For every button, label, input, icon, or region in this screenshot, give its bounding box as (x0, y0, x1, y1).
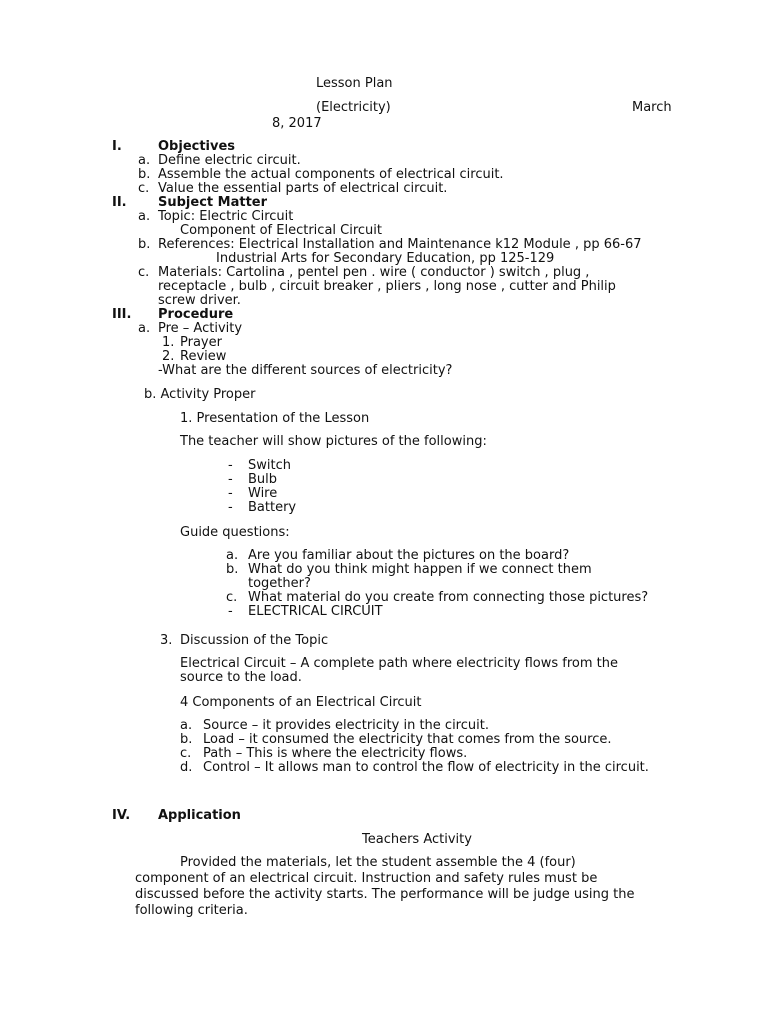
date-day-year: 8, 2017 (272, 116, 322, 131)
list-marker: a. (180, 718, 193, 733)
objective-item: Define electric circuit. (158, 153, 301, 168)
component-item: Load – it consumed the electricity that comes from the source. (203, 732, 612, 747)
list-marker: d. (180, 760, 193, 775)
pre-activity-item: Review (180, 349, 227, 364)
guide-questions-label: Guide questions: (180, 525, 290, 540)
list-marker: b. (226, 562, 239, 577)
definition-line: Electrical Circuit – A complete path where electricity flows from the (180, 656, 619, 671)
picture-item: Bulb (248, 472, 278, 487)
list-marker: a. (138, 209, 151, 224)
section-heading-objectives: Objectives (158, 139, 236, 154)
list-marker: - (228, 500, 233, 515)
section-numeral-1: I. (112, 139, 122, 154)
presentation-label: 1. Presentation of the Lesson (180, 411, 370, 426)
list-marker: - (228, 458, 233, 473)
section-numeral-3: III. (112, 307, 132, 322)
topic-text: Topic: Electric Circuit (158, 209, 294, 224)
component-item: Control – It allows man to control the flow of electricity in the circuit. (203, 760, 649, 775)
topic-subtext: Component of Electrical Circuit (180, 223, 382, 238)
picture-item: Switch (248, 458, 291, 473)
review-question: -What are the different sources of electricity? (158, 363, 453, 378)
objective-item: Value the essential parts of electrical circuit. (158, 181, 448, 196)
document-title: Lesson Plan (316, 76, 393, 91)
picture-item: Wire (248, 486, 278, 501)
list-marker: - (228, 472, 233, 487)
components-heading: 4 Components of an Electrical Circuit (180, 695, 422, 710)
list-marker: c. (138, 181, 150, 196)
list-marker: a. (226, 548, 239, 563)
materials-line: receptacle , bulb , circuit breaker , pliers , long nose , cutter and Philip (158, 279, 616, 294)
list-marker: 3. (160, 633, 173, 648)
references-text: References: Electrical Installation and Maintenance k12 Module , pp 66-67 (158, 237, 642, 252)
list-marker: - (228, 604, 233, 619)
list-marker: - (228, 486, 233, 501)
materials-line: screw driver. (158, 293, 241, 308)
section-heading-application: Application (158, 808, 241, 823)
date-month: March (632, 100, 672, 115)
activity-proper-label: b. Activity Proper (144, 387, 256, 402)
pre-activity-label: Pre – Activity (158, 321, 243, 336)
guide-question: What do you think might happen if we connect them (248, 562, 592, 577)
component-item: Path – This is where the electricity flows. (203, 746, 468, 761)
definition-line: source to the load. (180, 670, 302, 685)
picture-item: Battery (248, 500, 297, 515)
list-marker: c. (226, 590, 238, 605)
application-paragraph-line: following criteria. (135, 903, 248, 918)
section-numeral-2: II. (112, 195, 127, 210)
document-subject: (Electricity) (316, 100, 391, 115)
guide-answer: ELECTRICAL CIRCUIT (248, 604, 383, 619)
application-paragraph-line: component of an electrical circuit. Instruction and safety rules must be (135, 871, 598, 886)
application-paragraph-line: Provided the materials, let the student assemble the 4 (four) (180, 855, 576, 870)
teacher-show-text: The teacher will show pictures of the following: (180, 434, 487, 449)
pre-activity-item: Prayer (180, 335, 222, 350)
section-heading-subject-matter: Subject Matter (158, 195, 268, 210)
guide-question-continued: together? (248, 576, 311, 591)
list-marker: b. (138, 167, 151, 182)
materials-line: Materials: Cartolina , pentel pen . wire ( conductor ) switch , plug , (158, 265, 590, 280)
teachers-activity-heading: Teachers Activity (362, 832, 472, 847)
list-marker: a. (138, 153, 151, 168)
list-marker: b. (138, 237, 151, 252)
guide-question: What material do you create from connecting those pictures? (248, 590, 649, 605)
list-marker: c. (138, 265, 150, 280)
list-marker: b. (180, 732, 193, 747)
objective-item: Assemble the actual components of electrical circuit. (158, 167, 504, 182)
section-heading-procedure: Procedure (158, 307, 234, 322)
list-marker: 1. (162, 335, 175, 350)
list-marker: c. (180, 746, 192, 761)
component-item: Source – it provides electricity in the circuit. (203, 718, 489, 733)
section-numeral-4: IV. (112, 808, 131, 823)
list-marker: 2. (162, 349, 175, 364)
discussion-label: Discussion of the Topic (180, 633, 329, 648)
list-marker: a. (138, 321, 151, 336)
guide-question: Are you familiar about the pictures on the board? (248, 548, 570, 563)
references-subtext: Industrial Arts for Secondary Education, pp 125-129 (216, 251, 555, 266)
application-paragraph-line: discussed before the activity starts. The performance will be judge using the (135, 887, 635, 902)
